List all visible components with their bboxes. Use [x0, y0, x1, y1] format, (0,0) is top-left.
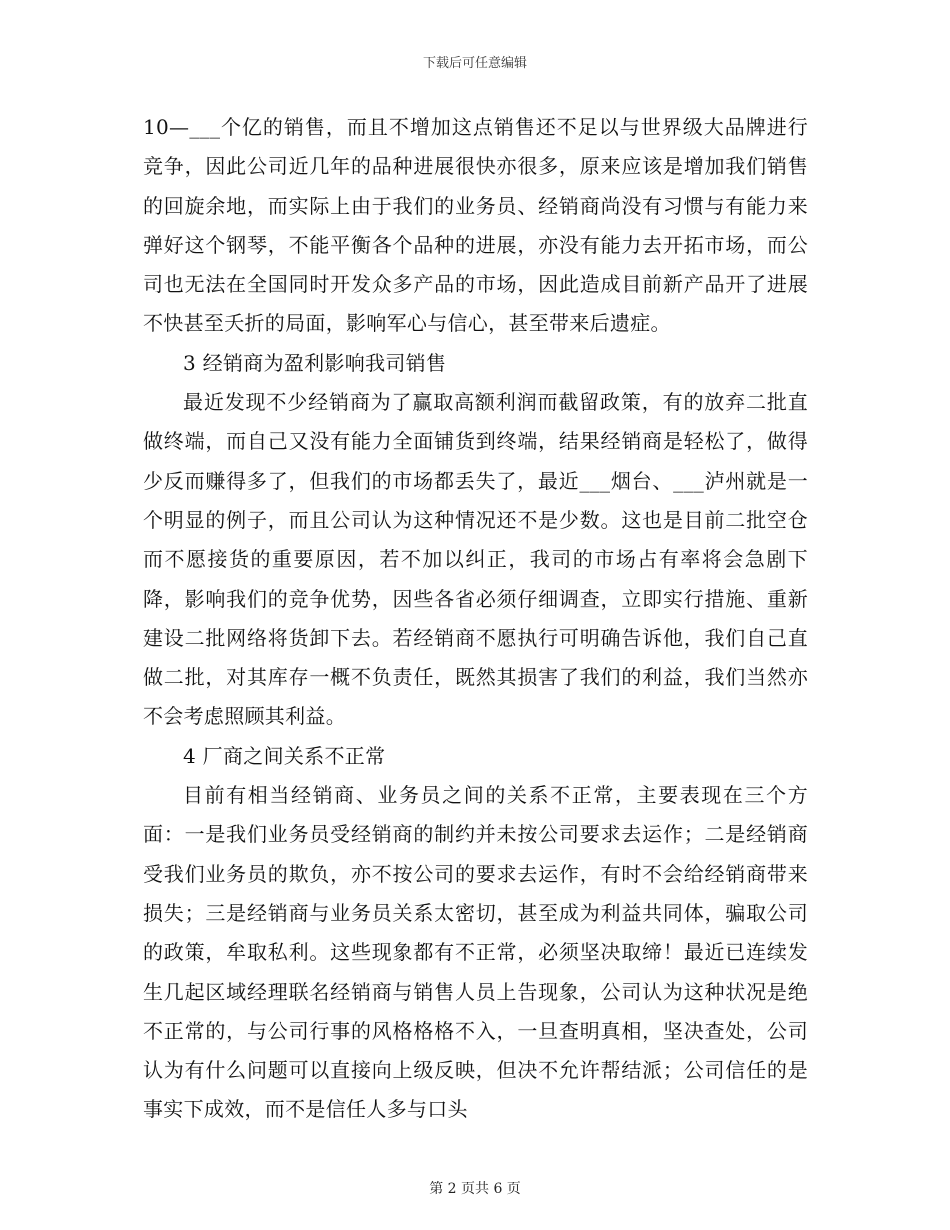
section-heading-4: 4 厂商之间关系不正常	[183, 743, 386, 768]
paragraph-dealer-profit: 最近发现不少经销商为了赢取高额利润而截留政策，有的放弃二批直做终端，而自己又没有能力全面铺货到终端，结果经销商是轻松了，做得少反而赚得多了，但我们的市场都丢失了，最近___烟台、___泸州就是一个明显的例子，而且公司认为这种情况还不是少数。这也是目前二批空仓而不愿接货的重要原因，若不加以纠正，我司的市场占有率将会急剧下降，影响我们的竞争优势，因些各省必须仔细调查，立即实行措施、重新建设二批网络将货卸下去。若经销商不愿执行可明确告诉他，我们自己直做二批，对其库存一概不负责任，既然其损害了我们的利益，我们当然亦不会考虑照顾其利益。	[143, 390, 808, 729]
page-header: 下载后可任意编辑	[422, 56, 527, 71]
paragraph-relationship: 目前有相当经销商、业务员之间的关系不正常，主要表现在三个方面：一是我们业务员受经销商的制约并未按公司要求去运作；二是经销商受我们业务员的欺负，亦不按公司的要求去运作，有时不会给经销商带来损失；三是经销商与业务员关系太密切，甚至成为利益共同体，骗取公司的政策，牟取私利。这些现象都有不正常，必须坚决取缔！最近已连续发生几起区域经理联名经销商与销售人员上告现象，公司认为这种状况是绝不正常的，与公司行事的风格格格不入，一旦查明真相，坚决查处，公司认为有什么问题可以直接向上级反映，但决不允许帮结派；公司信任的是事实下成效，而不是信任人多与口头	[143, 783, 808, 1122]
paragraph-sales-growth: 10—___个亿的销售，而且不增加这点销售还不足以与世界级大品牌进行竞争，因此公司近几年的品种进展很快亦很多，原来应该是增加我们销售的回旋余地，而实际上由于我们的业务员、经销商尚没有习惯与有能力来弹好这个钢琴，不能平衡各个品种的进展，亦没有能力去开拓市场，而公司也无法在全国同时开发众多产品的市场，因此造成目前新产品开了进展不快甚至夭折的局面，影响军心与信心，甚至带来后遗症。	[143, 115, 808, 336]
document-body	[143, 108, 808, 1130]
page-footer: 第 2 页共 6 页	[429, 1181, 521, 1197]
section-heading-3: 3 经销商为盈利影响我司销售	[183, 350, 447, 375]
